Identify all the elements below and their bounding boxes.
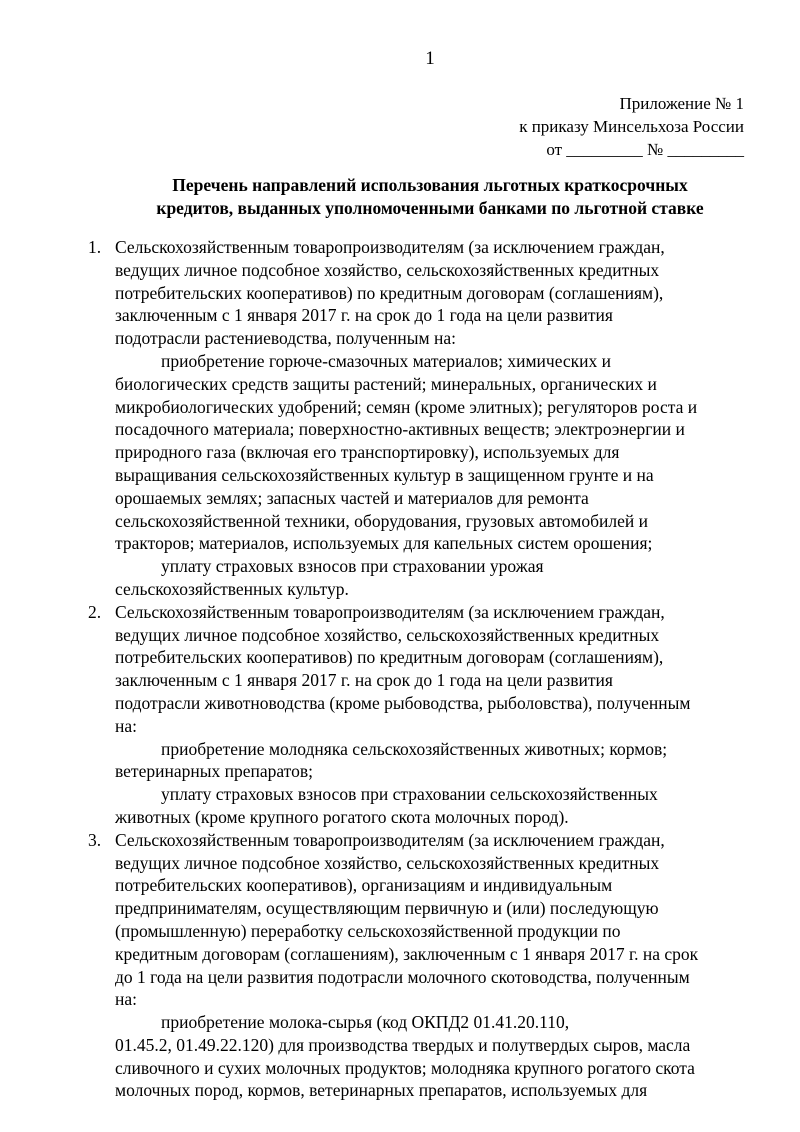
text-line: (промышленную) переработку сельскохозяйственной продукции по [115, 920, 621, 941]
text-line: ветеринарных препаратов; [115, 761, 313, 782]
text-line: заключенным с 1 января 2017 г. на срок до 1 года на цели развития [115, 670, 613, 691]
text-line: подотрасли животноводства (кроме рыбоводства, рыболовства), полученным [115, 692, 691, 713]
text-line: ведущих личное подсобное хозяйство, сельскохозяйственных кредитных [115, 852, 660, 873]
list-item-number: 2. [88, 601, 102, 622]
text-line: выращивания сельскохозяйственных культур в защищенном грунте и на [115, 464, 654, 485]
text-line: на: [115, 715, 137, 736]
text-line: потребительских кооперативов), организациям и индивидуальным [115, 875, 613, 896]
text-line: микробиологических удобрений; семян (кроме элитных); регуляторов роста и [115, 396, 698, 417]
text-line: посадочного материала; поверхностно-активных веществ; электроэнергии и [115, 419, 685, 440]
text-line: потребительских кооперативов) по кредитным договорам (соглашениям), [115, 647, 664, 668]
appendix-line: к приказу Минсельхоза России [519, 117, 744, 136]
text-line: природного газа (включая его транспортировку), используемых для [115, 442, 620, 463]
text-line: уплату страховых взносов при страховании урожая [161, 556, 544, 577]
text-line: животных (кроме крупного рогатого скота молочных пород). [115, 806, 569, 827]
text-line: орошаемых землях; запасных частей и материалов для ремонта [115, 487, 589, 508]
text-line: Сельскохозяйственным товаропроизводителям (за исключением граждан, [115, 829, 665, 850]
text-line: Сельскохозяйственным товаропроизводителям (за исключением граждан, [115, 237, 665, 257]
text-line: подотрасли растениеводства, полученным на: [115, 328, 456, 349]
list-item [0, 236, 800, 601]
text-line: заключенным с 1 января 2017 г. на срок до 1 года на цели развития [115, 305, 613, 326]
text-line: до 1 года на цели развития подотрасли молочного скотоводства, полученным [115, 966, 690, 987]
numbered-list [0, 236, 800, 1102]
text-line: приобретение молодняка сельскохозяйственных животных; кормов; [161, 738, 668, 759]
list-item-number: 1. [88, 237, 102, 257]
text-line: 01.45.2, 01.49.22.120) для производства твердых и полутвердых сыров, масла [115, 1034, 691, 1055]
text-line: ведущих личное подсобное хозяйство, сельскохозяйственных кредитных [115, 259, 660, 280]
text-line: кредитным договорам (соглашениям), заключенным с 1 января 2017 г. на срок [115, 943, 699, 964]
text-line: биологических средств защиты растений; минеральных, органических и [115, 373, 657, 394]
text-line: предпринимателям, осуществляющим первичную и (или) последующую [115, 898, 659, 919]
text-line: сельскохозяйственной техники, оборудования, грузовых автомобилей и [115, 510, 648, 531]
text-line: молочных пород, кормов, ветеринарных препаратов, используемых для [115, 1080, 648, 1101]
list-item-number: 3. [88, 829, 102, 850]
text-line: на: [115, 989, 137, 1010]
appendix-line: Приложение № 1 [619, 94, 744, 113]
title-line: кредитов, выданных уполномоченными банками по льготной ставке [156, 198, 704, 218]
text-line: приобретение горюче-смазочных материалов; химических и [161, 350, 612, 371]
text-line: сельскохозяйственных культур. [115, 578, 349, 599]
text-line: ведущих личное подсобное хозяйство, сельскохозяйственных кредитных [115, 624, 660, 645]
text-line: сливочного и сухих молочных продуктов; молодняка крупного рогатого скота [115, 1057, 695, 1078]
text-line: Сельскохозяйственным товаропроизводителям (за исключением граждан, [115, 601, 665, 622]
title-line: Перечень направлений использования льготных краткосрочных [172, 175, 688, 195]
document-title [80, 174, 780, 220]
list-item [0, 829, 800, 1103]
appendix-header [519, 92, 744, 161]
text-line: приобретение молока-сырья (код ОКПД2 01.41.20.110, [161, 1012, 570, 1033]
text-line: потребительских кооперативов) по кредитным договорам (соглашениям), [115, 282, 664, 303]
text-line: тракторов; материалов, используемых для капельных систем орошения; [115, 533, 653, 554]
list-item [0, 601, 800, 829]
text-line: уплату страховых взносов при страховании сельскохозяйственных [161, 784, 658, 805]
page-number: 1 [425, 48, 435, 69]
appendix-line: от _________ № _________ [546, 140, 744, 159]
